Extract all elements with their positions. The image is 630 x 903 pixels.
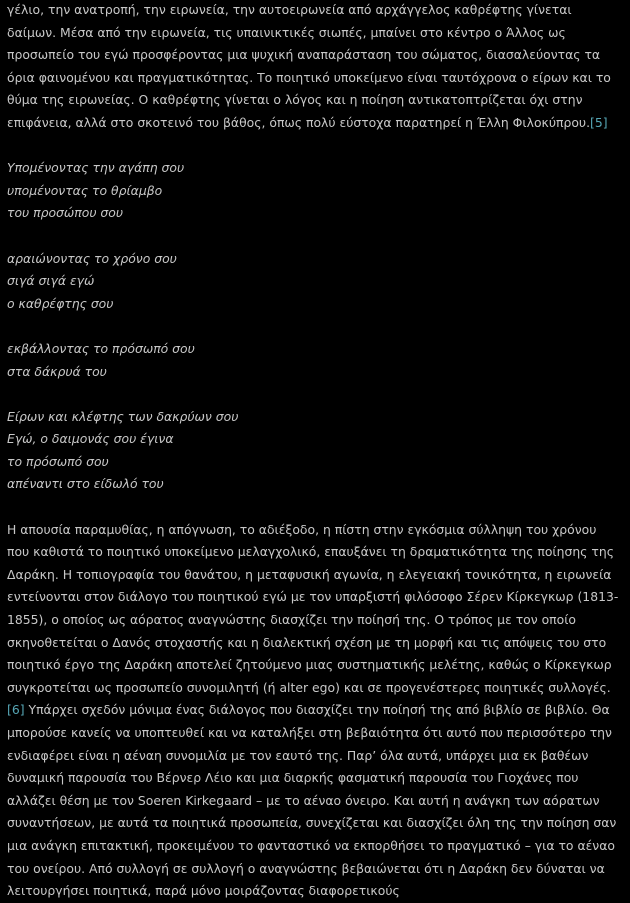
poem-line: του προσώπου σου <box>7 205 124 221</box>
poem-line: ο καθρέφτης σου <box>7 295 114 311</box>
stanza-break <box>7 315 621 338</box>
poem-line: υπομένοντας το θρίαμβο <box>7 182 163 198</box>
intro-paragraph <box>7 0 621 135</box>
poem-line: εκβάλλοντας το πρόσωπό σου <box>7 340 195 356</box>
poem-line: απέναντι στο είδωλό του <box>7 476 164 492</box>
body-text-before: Η απουσία παραμυθίας, η απόγνωση, το αδιέξοδο, η πίστη στην εγκόσμια σύλληψη του χρόνου που καθιστά το ποιητικό υποκείμενο μελαγχολικό, επαυξάνει τη δραματικότητα της ποίησης της Δαράκη. Η τοπιογραφία του θανάτου, η μεταφυσική αγωνία, η ελεγειακή τονικότητα, η ειρωνεία εντείνονται στον διάλογο του ποιητικού εγώ με τον υπαρξιστή φιλόσοφο Σέρεν Κίρκεγκωρ (1813-1855), ο οποίος ως αόρατος αναγνώστης διασχίζει την ποίησή της. Ο τρόπος με τον οποίο σκηνοθετείται ο Δανός στοχαστής και η διαλεκτική σχέση με τη μορφή και τις απόψεις του στο ποιητικό έργο της Δαράκη αποτελεί ζητούμενο μιας συστηματικής μελέτης, καθώς ο Κίρκεγκωρ συγκροτείται ως προσωπείο συνομιλητή (ή alter ego) και σε προγενέστερες ποιητικές συλλογές. <box>7 521 619 695</box>
footnote-link-6[interactable]: [6] <box>7 702 25 718</box>
poem-line: Είρων και κλέφτης των δακρύων σου <box>7 408 239 424</box>
poem-line: αραιώνοντας το χρόνο σου <box>7 250 177 266</box>
stanza-break <box>7 383 621 406</box>
footnote-link-5[interactable]: [5] <box>590 114 608 130</box>
spacer <box>7 135 621 158</box>
body-paragraph <box>7 519 621 903</box>
poem-line: Υπομένοντας την αγάπη σου <box>7 160 185 176</box>
body-text-after: Υπάρχει σχεδόν μόνιμα ένας διάλογος που διασχίζει την ποίησή της από βιβλίο σε βιβλίο. Θα μπορούσε κανείς να υποπτευθεί και να καταλήξει στη βεβαιότητα ότι αυτό που περισσότερο την ενδιαφέρει είναι η αέναη συνομιλία με τον εαυτό της. Παρ’ όλα αυτά, υπάρχει μια εκ βαθέων δυναμική παρουσία του Βέρνερ Λέιο και μια διαρκής φασματική παρουσία του Γιοχάνες που αλλάζει θέση με τον Soeren Kirkegaard – με το αέναο όνειρο. Και αυτή η ανάγκη των αόρατων συναντήσεων, με αυτά τα ποιητικά προσωπεία, συνεχίζεται και διασχίζει όλη της την ποίηση σαν μια ανάγκη επιτακτική, προκειμένου το φανταστικό να εκπορθήσει το πραγματικό – για το αέναο του ονείρου. Από συλλογή σε συλλογή ο αναγνώστης βεβαιώνεται ότι η Δαράκη δεν δύναται να λειτουργήσει ποιητικά, παρά μόνο μοιράζοντας διαφορετικούς <box>7 702 617 899</box>
intro-text: γέλιο, την ανατροπή, την ειρωνεία, την αυτοειρωνεία από αρχάγγελος καθρέφτης γίνεται δαίμων. Μέσα από την ειρωνεία, τις υπαινικτικές σιωπές, μπαίνει στο κέντρο ο Άλλος ως προσωπείο του εγώ προσφέροντας μια ψυχική αναπαράσταση του σώματος, διασαλεύοντας τα όρια φαινομένου και πραγματικότητας. Το ποιητικό υποκείμενο είναι ταυτόχρονα ο είρων και το θύμα της ειρωνείας. Ο καθρέφτης γίνεται ο λόγος και η ποίηση αντικατοπτρίζεται όχι στην επιφάνεια, αλλά στο σκοτεινό του βάθος, όπως πολύ εύστοχα παρατηρεί η Έλλη Φιλοκύπρου. <box>7 2 611 130</box>
poem-line: στα δάκρυά του <box>7 363 107 379</box>
poem-line: το πρόσωπό σου <box>7 453 109 469</box>
poem <box>7 157 621 496</box>
stanza-break <box>7 225 621 248</box>
poem-line: σιγά σιγά εγώ <box>7 273 95 289</box>
poem-line: Εγώ, ο δαιμονάς σου έγινα <box>7 431 174 447</box>
spacer <box>7 496 621 519</box>
